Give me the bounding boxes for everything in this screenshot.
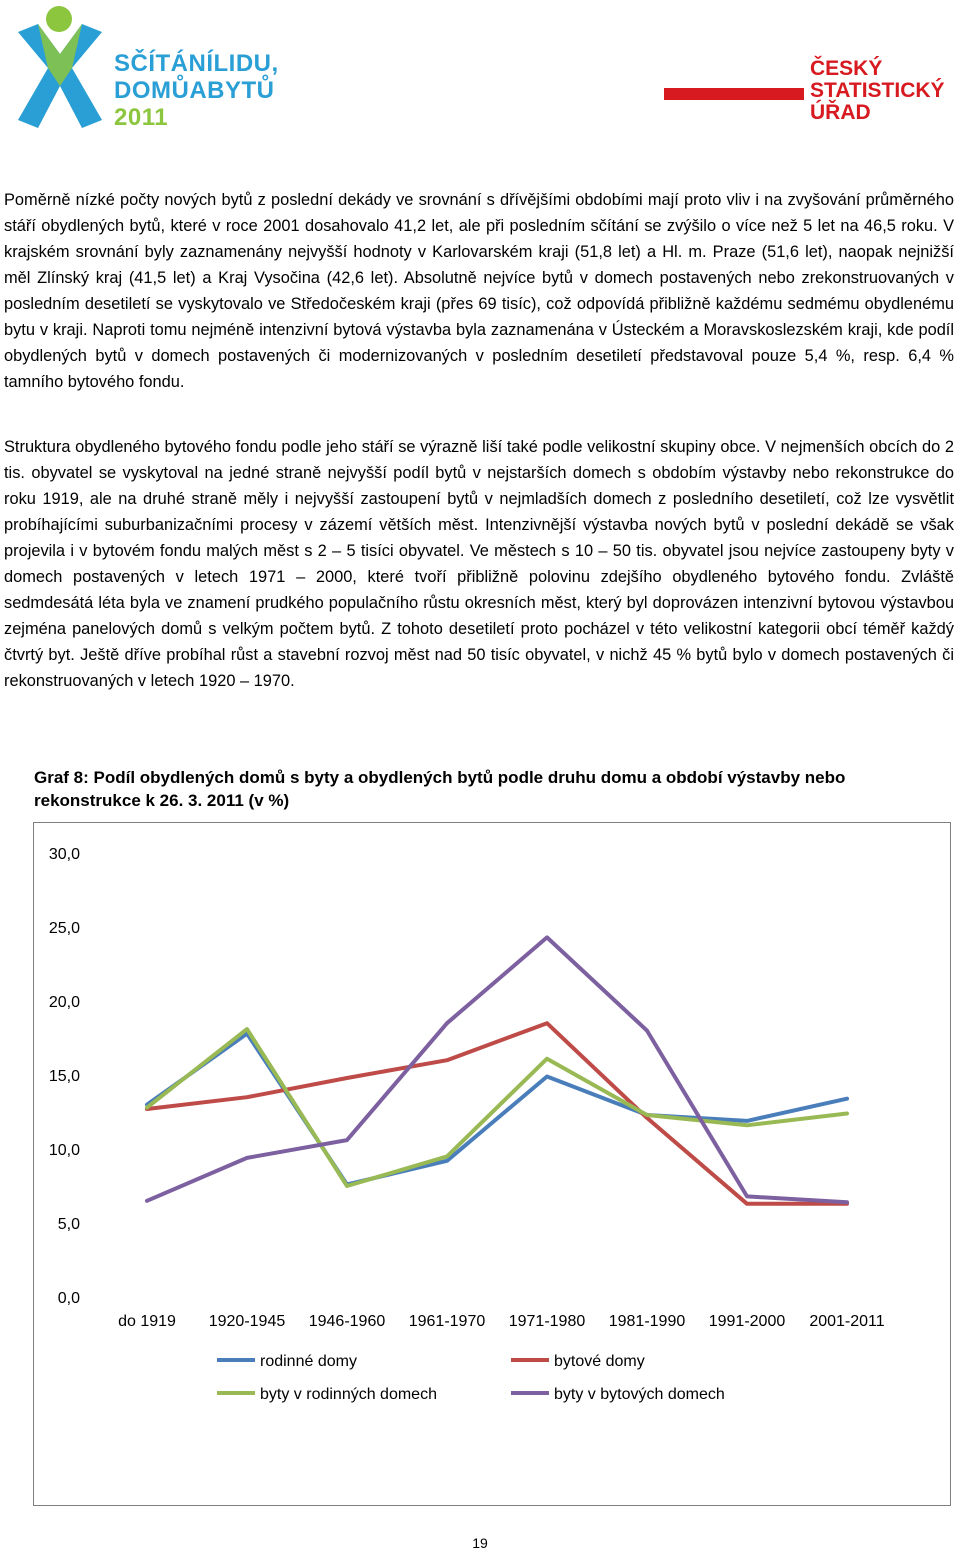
x-tick-label: 1920-1945	[208, 1313, 286, 1330]
legend-label: byty v bytových domech	[554, 1386, 725, 1403]
y-tick-label: 20,0	[48, 994, 80, 1011]
census-x-logo-icon	[8, 2, 108, 138]
legend-label: rodinné domy	[260, 1353, 357, 1370]
series-line	[147, 1029, 847, 1186]
line-chart	[33, 822, 951, 1506]
czso-logo-text	[810, 58, 945, 124]
x-tick-label: 1946-1960	[308, 1313, 386, 1330]
x-tick-label: do 1919	[118, 1313, 176, 1330]
series-line	[147, 1023, 847, 1204]
census-logo	[8, 2, 288, 138]
logo-line-3: 2011	[114, 104, 169, 131]
y-tick-label: 5,0	[57, 1216, 80, 1233]
y-tick-label: 25,0	[48, 920, 80, 937]
czso-logo	[664, 58, 960, 132]
legend-label: byty v rodinných domech	[260, 1386, 437, 1403]
chart-caption: Graf 8: Podíl obydlených domů s byty a obydlených bytů podle druhu domu a období výstavby nebo rekonstrukce k 26. 3. 2011 (v %)	[34, 768, 846, 810]
logo-line-1: SČÍTÁNÍLIDU,	[114, 50, 279, 77]
y-tick-label: 30,0	[48, 846, 80, 863]
x-tick-label: 2001-2011	[809, 1313, 885, 1330]
y-tick-label: 0,0	[57, 1290, 80, 1307]
paragraph-1: Poměrně nízké počty nových bytů z poslední dekády ve srovnání s dřívějšími obdobími mají proto vliv i na zvyšování průměrného stáří obydlených bytů, které v roce 2001 dosahovalo 41,2 let, ale při posledním sčítání se zvýšilo o více než 5 let na 46,5 roku. V krajském srovnání byly zaznamenány nejvyšší hodnoty v Karlovarském kraji (51,8 let) a Hl. m. Praze (51,6 let), naopak nejnižší měl Zlínský kraj (41,5 let) a Kraj Vysočina (42,6 let). Absolutně nejvíce bytů v domech postavených nebo zrekonstruovaných v posledním desetiletí se vyskytovalo ve Středočeském kraji (přes 69 tisíc), což odpovídá přibližně každému sedmému obydlenému bytu v kraji. Naproti tomu nejméně intenzivní bytová výstavba byla zaznamenána v Ústeckém a Moravskoslezském kraji, kde podíl obydlených bytů v domech postavených či modernizovaných v posledním desetiletí představoval pouze 5,4 %, resp. 6,4 % tamního bytového fondu.	[4, 191, 954, 391]
legend-label: bytové domy	[554, 1353, 645, 1370]
x-tick-label: 1971-1980	[508, 1313, 586, 1330]
x-tick-label: 1991-2000	[708, 1313, 786, 1330]
y-tick-label: 10,0	[48, 1142, 80, 1159]
czso-bar-icon	[664, 88, 804, 100]
x-tick-label: 1981-1990	[608, 1313, 686, 1330]
logo-line-2: DOMŮABYTŮ	[114, 77, 275, 104]
czso-line-2: STATISTICKÝ	[810, 79, 945, 102]
series-line	[147, 937, 847, 1202]
y-tick-label: 15,0	[48, 1068, 80, 1085]
paragraph-2: Struktura obydleného bytového fondu podle jeho stáří se výrazně liší také podle velikostní skupiny obce. V nejmenších obcích do 2 tis. obyvatel se vyskytoval na jedné straně nejvyšší podíl bytů v nejstarších domech s obdobím výstavby nebo rekonstrukce do roku 1919, ale na druhé straně měly i nejvyšší zastoupení bytů v nejmladších domech z posledního desetiletí, což lze vysvětlit probíhajícími suburbanizačními procesy v zázemí větších měst. Intenzivnější výstavba nových bytů v poslední dekádě se však projevila i v bytovém fondu malých měst s 2 – 5 tisíci obyvatel. Ve městech s 10 – 50 tis. obyvatel jsou nejvíce zastoupeny byty v domech postavených v letech 1971 – 2000, které tvoří přibližně polovinu zdejšího obydleného bytového fondu. Zvláště sedmdesátá léta byla ve znamení prudkého populačního růstu okresních měst, který byl doprovázen intenzivní bytovou výstavbou zejména panelových domů s velkým počtem bytů. Z tohoto desetiletí proto pocházel v této velikostní kategorii obcí téměř každý čtvrtý byt. Ještě dříve probíhal růst a stavební rozvoj měst nad 50 tisíc obyvatel, v nichž 45 % bytů bylo v domech postavených či rekonstruovaných v letech 1920 – 1970.	[4, 438, 954, 690]
x-tick-label: 1961-1970	[408, 1313, 486, 1330]
page-number: 19	[472, 1535, 488, 1551]
czso-line-1: ČESKÝ	[810, 57, 883, 80]
czso-line-3: ÚŘAD	[810, 101, 871, 124]
